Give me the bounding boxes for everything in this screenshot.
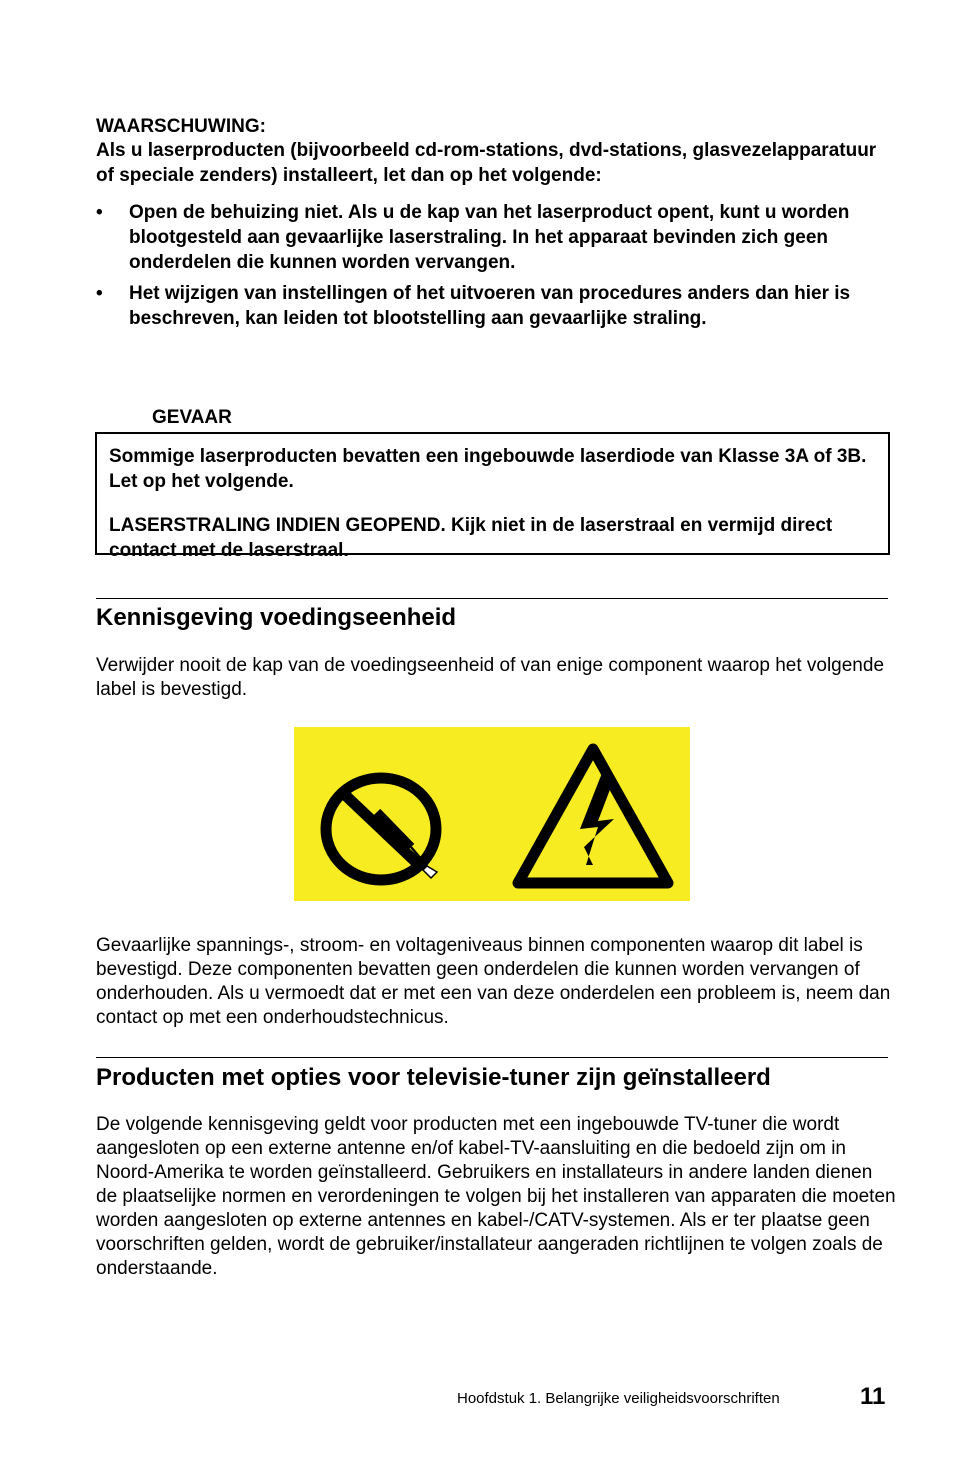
warning-bullet-list [96,200,896,337]
high-voltage-icon [510,741,676,891]
danger-paragraph-1: Sommige laserproducten bevatten een ingebouwde laserdiode van Klasse 3A of 3B. Let op het volgende. [109,446,867,492]
danger-label: GEVAAR [152,407,232,428]
warning-intro: Als u laserproducten (bijvoorbeeld cd-rom-stations, dvd-stations, glasvezelapparatuur of speciale zenders) installeert, let dan op het volgende: [96,140,877,186]
bullet-symbol: • [96,283,103,304]
safety-label-image [294,727,690,901]
bullet-text: Het wijzigen van instellingen of het uitvoeren van procedures anders dan hier is beschreven, kan leiden tot blootstelling aan gevaarlijke straling. [129,283,851,329]
no-screwdriver-icon [319,772,459,887]
power-supply-paragraph-2: Gevaarlijke spannings-, stroom- en voltageniveaus binnen componenten waarop dit label is bevestigd. Deze componenten bevatten geen onderdelen die kunnen worden vervangen of onderhouden. Als u vermoedt dat er met een van deze onderdelen een probleem is, neem dan contact op met een onderhoudstechnicus. [96,935,891,1028]
list-item [96,281,896,331]
power-supply-paragraph-1: Verwijder nooit de kap van de voedingseenheid of van enige component waarop het volgende label is bevestigd. [96,655,885,700]
tv-tuner-paragraph: De volgende kennisgeving geldt voor producten met een ingebouwde TV-tuner die wordt aangesloten op een externe antenne en/of kabel-TV-aansluiting en die bedoeld zijn om in Noord-Amerika te worden geïnstalleerd. Gebruikers en installateurs in andere landen dienen de plaatselijke normen en verordeningen te volgen bij het installeren van apparaten die moeten worden aangesloten op externe antennes en kabel-/CATV-systemen. Als er ter plaatse geen voorschriften gelden, wordt de gebruiker/installateur aangeraden richtlijnen te volgen zoals de onderstaande. [96,1114,896,1279]
warning-label: WAARSCHUWING: [96,116,266,137]
list-item [96,200,896,275]
footer-chapter-title: Hoofdstuk 1. Belangrijke veiligheidsvoorschriften [457,1390,780,1407]
section-heading-power-supply: Kennisgeving voedingseenheid [96,604,457,631]
page-number: 11 [860,1383,886,1410]
bullet-symbol: • [96,202,103,223]
section-divider [96,598,888,599]
danger-notice-box [95,432,890,561]
section-heading-tv-tuner: Producten met opties voor televisie-tuner zijn geïnstalleerd [96,1064,771,1091]
bullet-text: Open de behuizing niet. Als u de kap van het laserproduct opent, kunt u worden blootgesteld aan gevaarlijke laserstraling. In het apparaat bevinden zich geen onderdelen die kunnen worden vervangen. [129,202,850,273]
danger-paragraph-2: LASERSTRALING INDIEN GEOPEND. Kijk niet in de laserstraal en vermijd direct contact met de laserstraal. [109,515,833,561]
section-divider [96,1057,888,1058]
